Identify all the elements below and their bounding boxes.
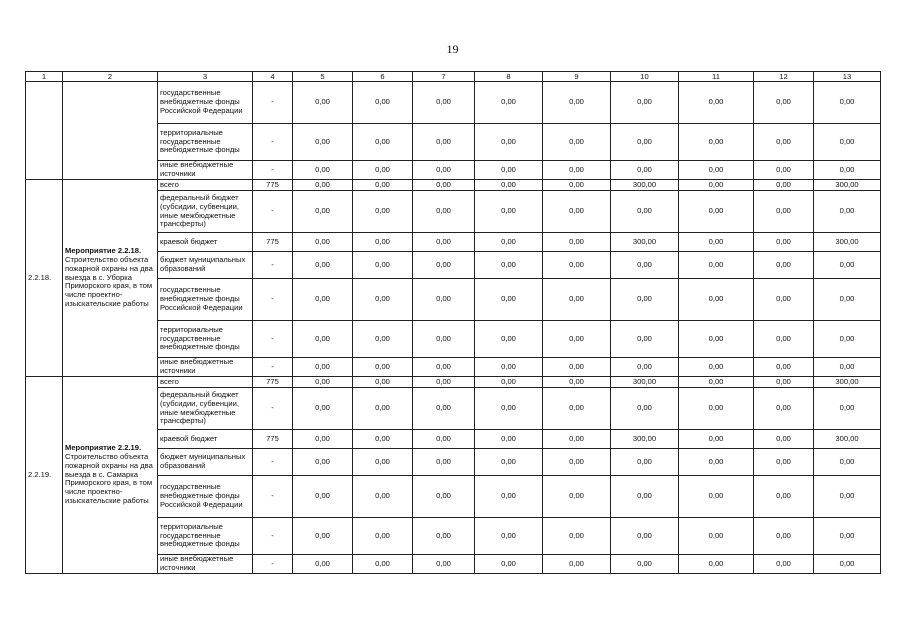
value-cell: 0,00 xyxy=(353,82,413,124)
value-cell: 0,00 xyxy=(754,377,814,388)
value-cell: 0,00 xyxy=(543,124,611,161)
source-cell: бюджет муниципальных образований xyxy=(158,252,253,279)
value-cell: 0,00 xyxy=(679,430,754,449)
value-cell: 0,00 xyxy=(679,82,754,124)
value-cell: 0,00 xyxy=(754,161,814,180)
source-cell: всего xyxy=(158,377,253,388)
value-cell: 0,00 xyxy=(754,180,814,191)
value-cell: 0,00 xyxy=(293,191,353,233)
column-header: 7 xyxy=(413,72,475,82)
value-cell: 0,00 xyxy=(293,377,353,388)
event-title: Мероприятие 2.2.18. xyxy=(65,245,142,255)
column-header: 8 xyxy=(475,72,543,82)
value-cell: 0,00 xyxy=(814,279,881,321)
value-cell: 0,00 xyxy=(293,321,353,358)
value-cell: 0,00 xyxy=(679,449,754,476)
value-cell: 300,00 xyxy=(611,233,679,252)
column-header: 13 xyxy=(814,72,881,82)
value-cell: 0,00 xyxy=(413,476,475,518)
source-cell: иные внебюджетные источники xyxy=(158,555,253,574)
value-cell: 0,00 xyxy=(475,180,543,191)
value-cell: 0,00 xyxy=(475,191,543,233)
value-cell: 0,00 xyxy=(293,518,353,555)
value-cell: 0,00 xyxy=(611,252,679,279)
value-cell: 0,00 xyxy=(679,377,754,388)
column-header: 12 xyxy=(754,72,814,82)
value-cell: 0,00 xyxy=(754,476,814,518)
value-cell: 0,00 xyxy=(679,180,754,191)
value-cell: 0,00 xyxy=(679,124,754,161)
value-cell: 0,00 xyxy=(293,180,353,191)
code-cell: - xyxy=(253,476,293,518)
value-cell: 0,00 xyxy=(353,321,413,358)
source-cell: федеральный бюджет (субсидии, субвенции, иные межбюджетные трансферты) xyxy=(158,388,253,430)
value-cell: 0,00 xyxy=(611,358,679,377)
value-cell: 0,00 xyxy=(353,279,413,321)
value-cell: 0,00 xyxy=(611,476,679,518)
value-cell: 0,00 xyxy=(353,191,413,233)
value-cell: 0,00 xyxy=(754,430,814,449)
value-cell: 0,00 xyxy=(475,82,543,124)
source-cell: всего xyxy=(158,180,253,191)
value-cell: 0,00 xyxy=(611,518,679,555)
value-cell: 0,00 xyxy=(413,233,475,252)
value-cell: 0,00 xyxy=(679,161,754,180)
value-cell: 0,00 xyxy=(293,233,353,252)
value-cell: 0,00 xyxy=(413,358,475,377)
blank-description-cell xyxy=(63,82,158,180)
value-cell: 0,00 xyxy=(611,279,679,321)
value-cell: 0,00 xyxy=(413,279,475,321)
code-cell: 775 xyxy=(253,430,293,449)
value-cell: 0,00 xyxy=(353,388,413,430)
column-header: 10 xyxy=(611,72,679,82)
value-cell: 0,00 xyxy=(413,252,475,279)
value-cell: 0,00 xyxy=(475,124,543,161)
value-cell: 0,00 xyxy=(814,191,881,233)
value-cell: 0,00 xyxy=(475,388,543,430)
value-cell: 0,00 xyxy=(475,252,543,279)
value-cell: 0,00 xyxy=(754,321,814,358)
event-title: Мероприятие 2.2.19. xyxy=(65,442,142,452)
column-header: 3 xyxy=(158,72,253,82)
value-cell: 0,00 xyxy=(353,233,413,252)
value-cell: 0,00 xyxy=(293,449,353,476)
value-cell: 0,00 xyxy=(814,82,881,124)
source-cell: краевой бюджет xyxy=(158,430,253,449)
column-header: 1 xyxy=(26,72,63,82)
source-cell: государственные внебюджетные фонды Российской Федерации xyxy=(158,279,253,321)
value-cell: 0,00 xyxy=(611,555,679,574)
value-cell: 0,00 xyxy=(353,449,413,476)
value-cell: 0,00 xyxy=(293,555,353,574)
value-cell: 300,00 xyxy=(814,430,881,449)
value-cell: 0,00 xyxy=(543,476,611,518)
value-cell: 0,00 xyxy=(353,252,413,279)
value-cell: 0,00 xyxy=(814,388,881,430)
value-cell: 0,00 xyxy=(293,252,353,279)
value-cell: 0,00 xyxy=(814,518,881,555)
value-cell: 0,00 xyxy=(543,358,611,377)
code-cell: - xyxy=(253,358,293,377)
value-cell: 0,00 xyxy=(543,321,611,358)
code-cell: 775 xyxy=(253,233,293,252)
value-cell: 0,00 xyxy=(293,388,353,430)
value-cell: 0,00 xyxy=(754,82,814,124)
source-cell: территориальные государственные внебюджетные фонды xyxy=(158,518,253,555)
value-cell: 0,00 xyxy=(475,279,543,321)
value-cell: 0,00 xyxy=(413,82,475,124)
value-cell: 0,00 xyxy=(543,518,611,555)
code-cell: - xyxy=(253,252,293,279)
table-row xyxy=(26,82,881,124)
value-cell: 0,00 xyxy=(754,388,814,430)
code-cell: - xyxy=(253,388,293,430)
value-cell: 0,00 xyxy=(293,358,353,377)
value-cell: 0,00 xyxy=(611,321,679,358)
source-cell: государственные внебюджетные фонды Российской Федерации xyxy=(158,82,253,124)
source-cell: государственные внебюджетные фонды Российской Федерации xyxy=(158,476,253,518)
blank-code-cell xyxy=(26,82,63,180)
value-cell: 0,00 xyxy=(353,180,413,191)
value-cell: 300,00 xyxy=(611,430,679,449)
value-cell: 0,00 xyxy=(293,161,353,180)
value-cell: 0,00 xyxy=(543,449,611,476)
value-cell: 0,00 xyxy=(475,233,543,252)
value-cell: 0,00 xyxy=(475,430,543,449)
page-number: 19 xyxy=(446,42,459,56)
code-cell: - xyxy=(253,279,293,321)
value-cell: 0,00 xyxy=(353,358,413,377)
code-cell: - xyxy=(253,124,293,161)
value-cell: 0,00 xyxy=(353,377,413,388)
value-cell: 0,00 xyxy=(543,430,611,449)
value-cell: 0,00 xyxy=(543,279,611,321)
value-cell: 0,00 xyxy=(413,449,475,476)
source-cell: бюджет муниципальных образований xyxy=(158,449,253,476)
value-cell: 0,00 xyxy=(611,449,679,476)
value-cell: 0,00 xyxy=(679,191,754,233)
value-cell: 0,00 xyxy=(814,161,881,180)
event-description xyxy=(63,180,158,377)
value-cell: 0,00 xyxy=(679,321,754,358)
value-cell: 0,00 xyxy=(814,555,881,574)
value-cell: 0,00 xyxy=(679,233,754,252)
code-cell: - xyxy=(253,161,293,180)
value-cell: 0,00 xyxy=(814,476,881,518)
event-text: Строительство объекта пожарной охраны на два выезда в с. Уборка Приморского края, в том числе проектно-изыскательские работы xyxy=(65,254,153,309)
value-cell: 0,00 xyxy=(413,555,475,574)
value-cell: 0,00 xyxy=(754,518,814,555)
value-cell: 0,00 xyxy=(814,124,881,161)
value-cell: 0,00 xyxy=(353,518,413,555)
value-cell: 0,00 xyxy=(543,388,611,430)
source-cell: территориальные государственные внебюджетные фонды xyxy=(158,124,253,161)
value-cell: 0,00 xyxy=(475,321,543,358)
code-cell: - xyxy=(253,449,293,476)
value-cell: 0,00 xyxy=(293,124,353,161)
value-cell: 0,00 xyxy=(413,161,475,180)
value-cell: 0,00 xyxy=(413,388,475,430)
value-cell: 0,00 xyxy=(353,124,413,161)
value-cell: 0,00 xyxy=(543,233,611,252)
value-cell: 0,00 xyxy=(475,476,543,518)
budget-table xyxy=(25,71,881,574)
column-header: 11 xyxy=(679,72,754,82)
value-cell: 300,00 xyxy=(814,377,881,388)
value-cell: 0,00 xyxy=(475,358,543,377)
code-cell: - xyxy=(253,518,293,555)
value-cell: 0,00 xyxy=(543,191,611,233)
value-cell: 0,00 xyxy=(543,555,611,574)
value-cell: 0,00 xyxy=(543,161,611,180)
value-cell: 0,00 xyxy=(353,555,413,574)
value-cell: 300,00 xyxy=(814,180,881,191)
value-cell: 0,00 xyxy=(611,388,679,430)
value-cell: 0,00 xyxy=(611,124,679,161)
value-cell: 0,00 xyxy=(475,555,543,574)
value-cell: 0,00 xyxy=(293,476,353,518)
value-cell: 0,00 xyxy=(543,82,611,124)
source-cell: иные внебюджетные источники xyxy=(158,358,253,377)
value-cell: 0,00 xyxy=(413,321,475,358)
value-cell: 0,00 xyxy=(754,449,814,476)
value-cell: 0,00 xyxy=(293,430,353,449)
value-cell: 0,00 xyxy=(754,252,814,279)
value-cell: 0,00 xyxy=(543,377,611,388)
column-header: 2 xyxy=(63,72,158,82)
code-cell: - xyxy=(253,321,293,358)
table-row xyxy=(26,180,881,191)
header-row xyxy=(26,72,881,82)
value-cell: 0,00 xyxy=(293,82,353,124)
value-cell: 0,00 xyxy=(475,449,543,476)
code-cell: - xyxy=(253,82,293,124)
table-row xyxy=(26,377,881,388)
value-cell: 0,00 xyxy=(754,279,814,321)
value-cell: 0,00 xyxy=(413,124,475,161)
value-cell: 0,00 xyxy=(353,161,413,180)
source-cell: федеральный бюджет (субсидии, субвенции, иные межбюджетные трансферты) xyxy=(158,191,253,233)
value-cell: 0,00 xyxy=(679,555,754,574)
value-cell: 0,00 xyxy=(543,180,611,191)
value-cell: 0,00 xyxy=(543,252,611,279)
code-cell: - xyxy=(253,555,293,574)
code-cell: 775 xyxy=(253,377,293,388)
column-header: 5 xyxy=(293,72,353,82)
event-code: 2.2.19. xyxy=(26,377,63,574)
value-cell: 0,00 xyxy=(413,518,475,555)
code-cell: - xyxy=(253,191,293,233)
value-cell: 0,00 xyxy=(679,476,754,518)
value-cell: 0,00 xyxy=(413,191,475,233)
value-cell: 0,00 xyxy=(754,555,814,574)
value-cell: 0,00 xyxy=(754,191,814,233)
value-cell: 0,00 xyxy=(814,358,881,377)
source-cell: краевой бюджет xyxy=(158,233,253,252)
value-cell: 0,00 xyxy=(475,161,543,180)
value-cell: 0,00 xyxy=(475,518,543,555)
column-header: 6 xyxy=(353,72,413,82)
value-cell: 0,00 xyxy=(413,180,475,191)
value-cell: 0,00 xyxy=(611,191,679,233)
column-header: 4 xyxy=(253,72,293,82)
value-cell: 0,00 xyxy=(413,377,475,388)
value-cell: 300,00 xyxy=(611,377,679,388)
value-cell: 0,00 xyxy=(293,279,353,321)
value-cell: 0,00 xyxy=(413,430,475,449)
column-header: 9 xyxy=(543,72,611,82)
source-cell: иные внебюджетные источники xyxy=(158,161,253,180)
event-code: 2.2.18. xyxy=(26,180,63,377)
value-cell: 0,00 xyxy=(814,449,881,476)
source-cell: территориальные государственные внебюджетные фонды xyxy=(158,321,253,358)
value-cell: 0,00 xyxy=(475,377,543,388)
value-cell: 0,00 xyxy=(754,358,814,377)
value-cell: 0,00 xyxy=(353,476,413,518)
value-cell: 0,00 xyxy=(754,124,814,161)
value-cell: 0,00 xyxy=(679,518,754,555)
value-cell: 0,00 xyxy=(353,430,413,449)
event-text: Строительство объекта пожарной охраны на два выезда в с. Самарка Приморского края, в том числе проектно-изыскательские работы xyxy=(65,451,153,506)
value-cell: 0,00 xyxy=(611,161,679,180)
value-cell: 0,00 xyxy=(679,279,754,321)
table-body xyxy=(26,72,881,574)
event-description xyxy=(63,377,158,574)
value-cell: 0,00 xyxy=(611,82,679,124)
code-cell: 775 xyxy=(253,180,293,191)
value-cell: 0,00 xyxy=(679,358,754,377)
value-cell: 300,00 xyxy=(814,233,881,252)
value-cell: 0,00 xyxy=(814,252,881,279)
value-cell: 0,00 xyxy=(754,233,814,252)
value-cell: 0,00 xyxy=(814,321,881,358)
value-cell: 300,00 xyxy=(611,180,679,191)
value-cell: 0,00 xyxy=(679,252,754,279)
value-cell: 0,00 xyxy=(679,388,754,430)
